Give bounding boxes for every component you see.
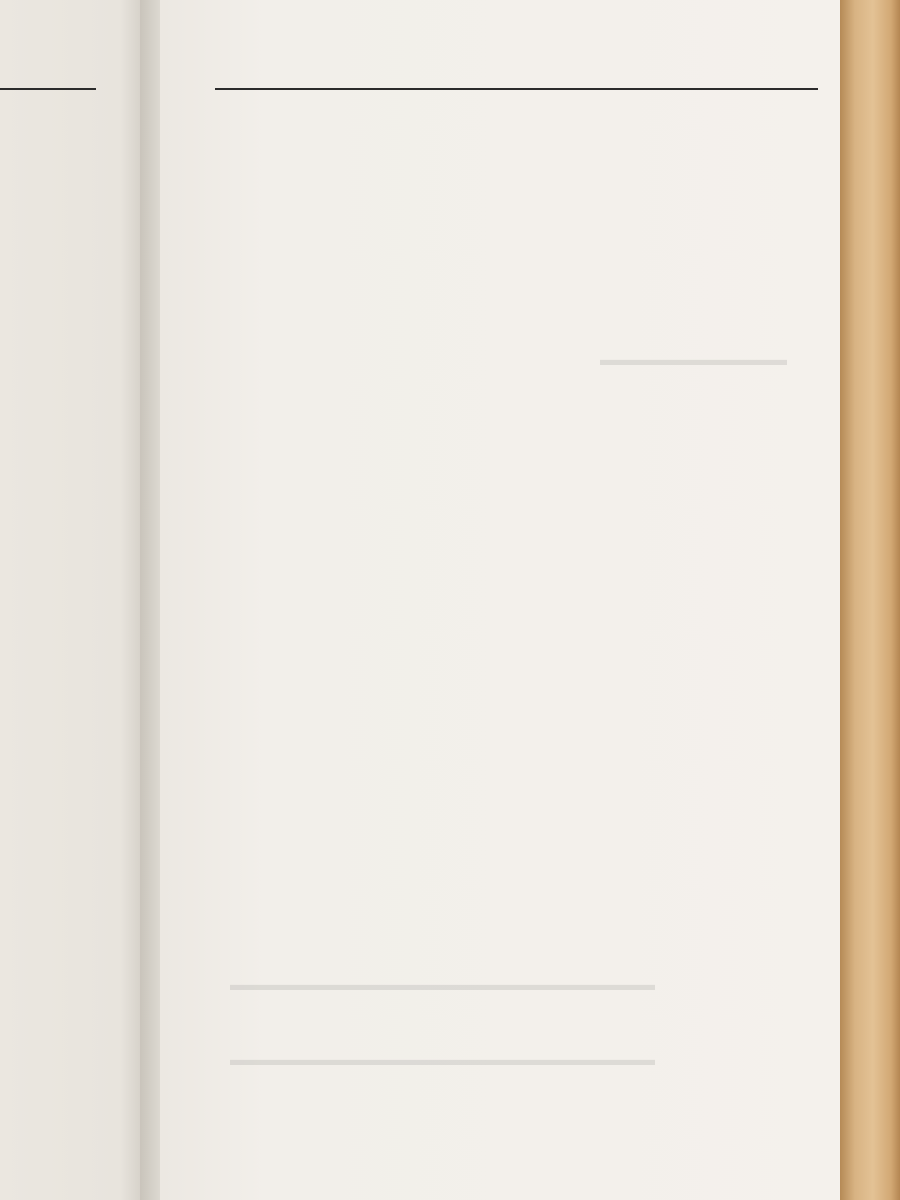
left-header-rule: [0, 88, 96, 90]
header-rule: [215, 88, 818, 90]
left-page: [0, 0, 150, 1200]
show-through-text: ▬▬▬▬▬▬▬▬▬▬▬: [600, 350, 787, 369]
show-through-text: ▬▬▬▬▬▬▬▬▬▬▬▬▬▬▬▬▬▬▬▬▬▬▬▬▬: [230, 1050, 655, 1069]
running-head: [215, 60, 818, 88]
ruler-scale: [840, 0, 900, 1200]
ruler: [840, 0, 900, 1200]
show-through-text: ▬▬▬▬▬▬▬▬▬▬▬▬▬▬▬▬▬▬▬▬▬▬▬▬▬: [230, 975, 655, 994]
right-page: [160, 0, 860, 1200]
